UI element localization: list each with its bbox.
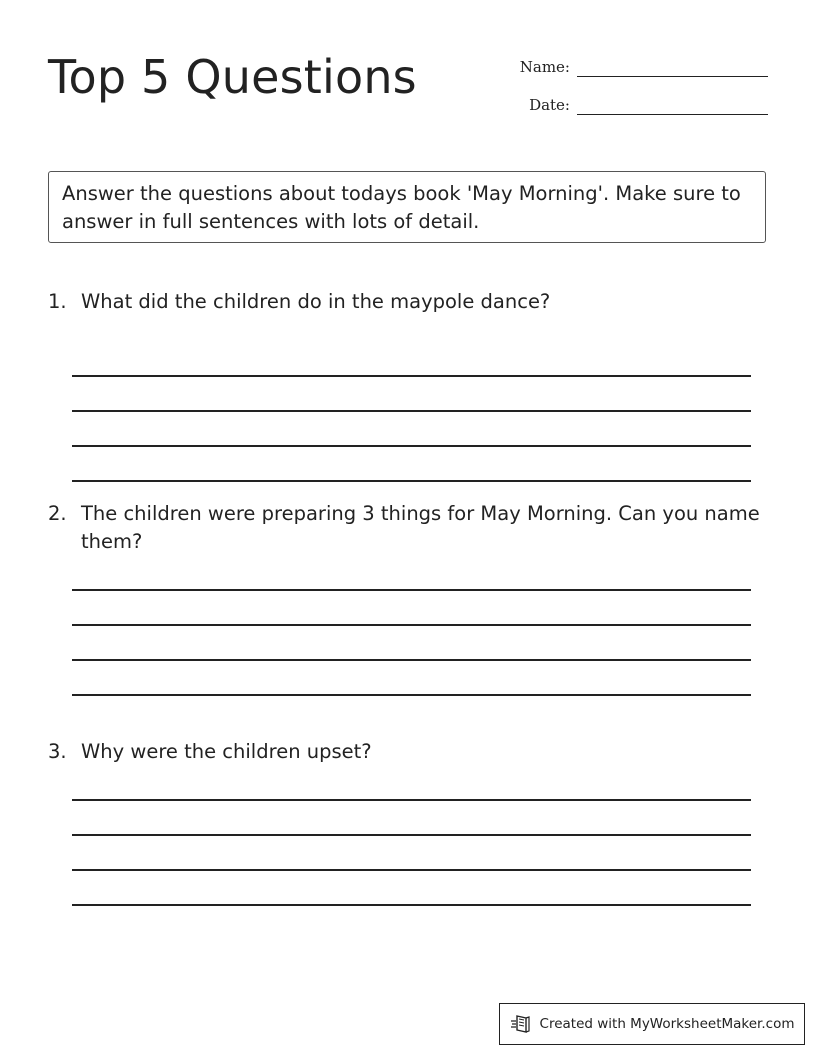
date-label: Date: bbox=[529, 96, 570, 114]
answer-line bbox=[72, 447, 751, 482]
answer-lines bbox=[72, 556, 751, 696]
name-label: Name: bbox=[519, 58, 570, 76]
answer-line bbox=[72, 661, 751, 696]
answer-line bbox=[72, 801, 751, 836]
footer-badge[interactable] bbox=[499, 1003, 805, 1045]
question-number: 1. bbox=[48, 290, 67, 313]
answer-line bbox=[72, 626, 751, 661]
question-text-row bbox=[48, 500, 768, 556]
instructions-box: Answer the questions about todays book 'May Morning'. Make sure to answer in full sentences with lots of detail. bbox=[48, 171, 766, 243]
worksheet-maker-logo-icon bbox=[510, 1013, 532, 1035]
date-field bbox=[500, 90, 768, 115]
question-text: Why were the children upset? bbox=[81, 740, 372, 763]
question-number: 2. bbox=[48, 502, 67, 525]
question-number: 3. bbox=[48, 740, 67, 763]
answer-line bbox=[72, 766, 751, 801]
answer-line bbox=[72, 556, 751, 591]
name-blank-line bbox=[577, 52, 768, 77]
question-1 bbox=[48, 288, 768, 482]
answer-line bbox=[72, 377, 751, 412]
question-text-row bbox=[48, 288, 768, 316]
answer-lines bbox=[72, 766, 751, 906]
answer-line bbox=[72, 836, 751, 871]
date-blank-line bbox=[577, 90, 768, 115]
name-field bbox=[500, 52, 768, 77]
answer-lines bbox=[72, 342, 751, 482]
answer-line bbox=[72, 412, 751, 447]
answer-line bbox=[72, 871, 751, 906]
answer-line bbox=[72, 591, 751, 626]
answer-line bbox=[72, 342, 751, 377]
question-3 bbox=[48, 738, 768, 906]
question-text-row bbox=[48, 738, 768, 766]
question-text: The children were preparing 3 things for May Morning. Can you name them? bbox=[81, 502, 760, 553]
question-text: What did the children do in the maypole dance? bbox=[81, 290, 551, 313]
footer-text: Created with MyWorksheetMaker.com bbox=[539, 1016, 795, 1032]
question-2 bbox=[48, 500, 768, 696]
page-title: Top 5 Questions bbox=[48, 50, 417, 104]
